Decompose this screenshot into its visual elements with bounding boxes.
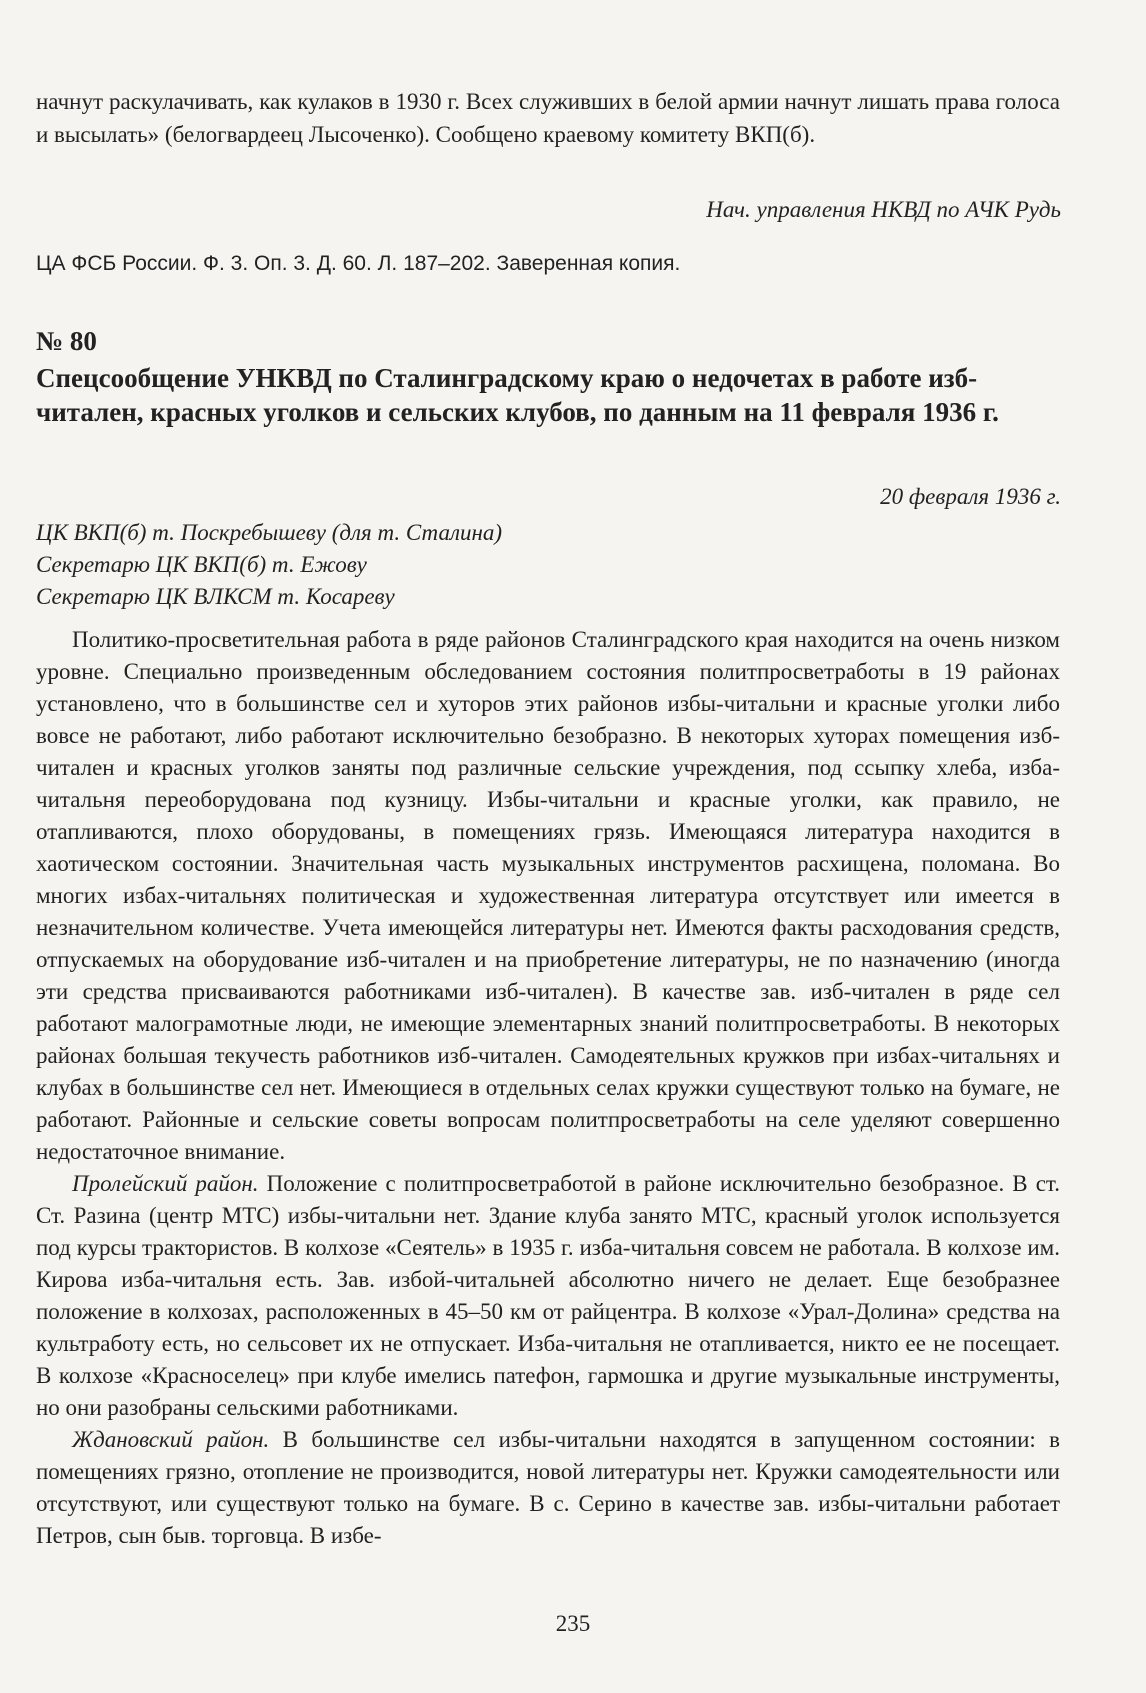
document-date: 20 февраля 1936 г.	[880, 484, 1061, 509]
body-paragraph	[36, 1168, 1060, 1424]
district-heading: Пролейский район.	[72, 1171, 259, 1196]
addressee-line: Секретарю ЦК ВКП(б) т. Ежову	[36, 552, 367, 577]
intro-paragraph: начнут раскулачивать, как кулаков в 1930 г. Всех служивших в белой армии начнут лишать права голоса и высылать» (белогвардеец Лысоченко). Сообщено краевому комитету ВКП(б).	[36, 89, 1060, 147]
document-body	[36, 624, 1060, 1552]
signature-line: Нач. управления НКВД по АЧК Рудь	[706, 197, 1061, 222]
paragraph-text: Положение с политпросветработой в районе исключительно безобразное. В ст. Ст. Разина (центр МТС) избы-читальни нет. Здание клуба занято МТС, красный уголок используется под курсы трактористов. В колхозе «Сеятель» в 1935 г. изба-читальня совсем не работала. В колхозе им. Кирова изба-читальня есть. Зав. избой-читальней абсолютно ничего не делает. Еще безобразнее положение в колхозах, расположенных в 45–50 км от райцентра. В колхозе «Урал-Долина» средства на культработу есть, но сельсовет их не отпускает. Изба-читальня не отапливается, никто ее не посещает. В колхозе «Красноселец» при клубе имелись патефон, гармошка и другие музыкальные инструменты, но они разобраны сельскими работниками.	[36, 1171, 1060, 1420]
document-title: Спецсообщение УНКВД по Сталинградскому краю о недочетах в работе изб-читален, красных уголков и сельских клубов, по данным на 11 февраля 1936 г.	[36, 363, 999, 427]
addressee-line: Секретарю ЦК ВЛКСМ т. Косареву	[36, 584, 395, 609]
body-paragraph	[36, 624, 1060, 1168]
paragraph-text: Политико-просветительная работа в ряде районов Сталинградского края находится на очень низком уровне. Специально произведенным обследованием состояния политпросветработы в 19 районах установлено, что в большинстве сел и хуторов этих районов избы-читальни и красные уголки либо вовсе не работают, либо работают исключительно безобразно. В некоторых хуторах помещения изб-читален и красных уголков заняты под различные сельские учреждения, под ссыпку хлеба, изба-читальня переоборудована под кузницу. Избы-читальни и красные уголки, как правило, не отапливаются, плохо оборудованы, в помещениях грязь. Имеющаяся литература находится в хаотическом состоянии. Значительная часть музыкальных инструментов расхищена, поломана. Во многих избах-читальнях политическая и художественная литература отсутствует или имеется в незначительном количестве. Учета имеющейся литературы нет. Имеются факты расходования средств, отпускаемых на оборудование изб-читален и на приобретение литературы, не по назначению (иногда эти средства присваиваются работниками изб-читален). В качестве зав. изб-читален в ряде сел работают малограмотные люди, не имеющие элементарных знаний политпросветработы. В некоторых районах большая текучесть работников изб-читален. Самодеятельных кружков при избах-читальнях и клубах в большинстве сел нет. Имеющиеся в отдельных селах кружки существуют только на бумаге, не работают. Районные и сельские советы вопросам политпросветработы на селе уделяют совершенно недостаточное внимание.	[36, 627, 1060, 1164]
paragraph-text: В большинстве сел избы-читальни находятся в запущенном состоянии: в помещениях грязно, отопление не производится, новой литературы нет. Кружки самодеятельности или отсутствуют, или существуют только на бумаге. В с. Серино в качестве зав. избы-читальни работает Петров, сын быв. торговца. В избе-	[36, 1427, 1061, 1548]
page-number: 235	[555, 1611, 591, 1636]
archive-source-reference: ЦА ФСБ России. Ф. 3. Оп. 3. Д. 60. Л. 187–202. Заверенная копия.	[36, 252, 681, 275]
document-number: № 80	[36, 326, 97, 356]
body-paragraph	[36, 1424, 1060, 1552]
addressee-block	[36, 517, 502, 613]
district-heading: Ждановский район.	[72, 1427, 270, 1452]
addressee-line: ЦК ВКП(б) т. Поскребышеву (для т. Сталина)	[36, 520, 503, 545]
